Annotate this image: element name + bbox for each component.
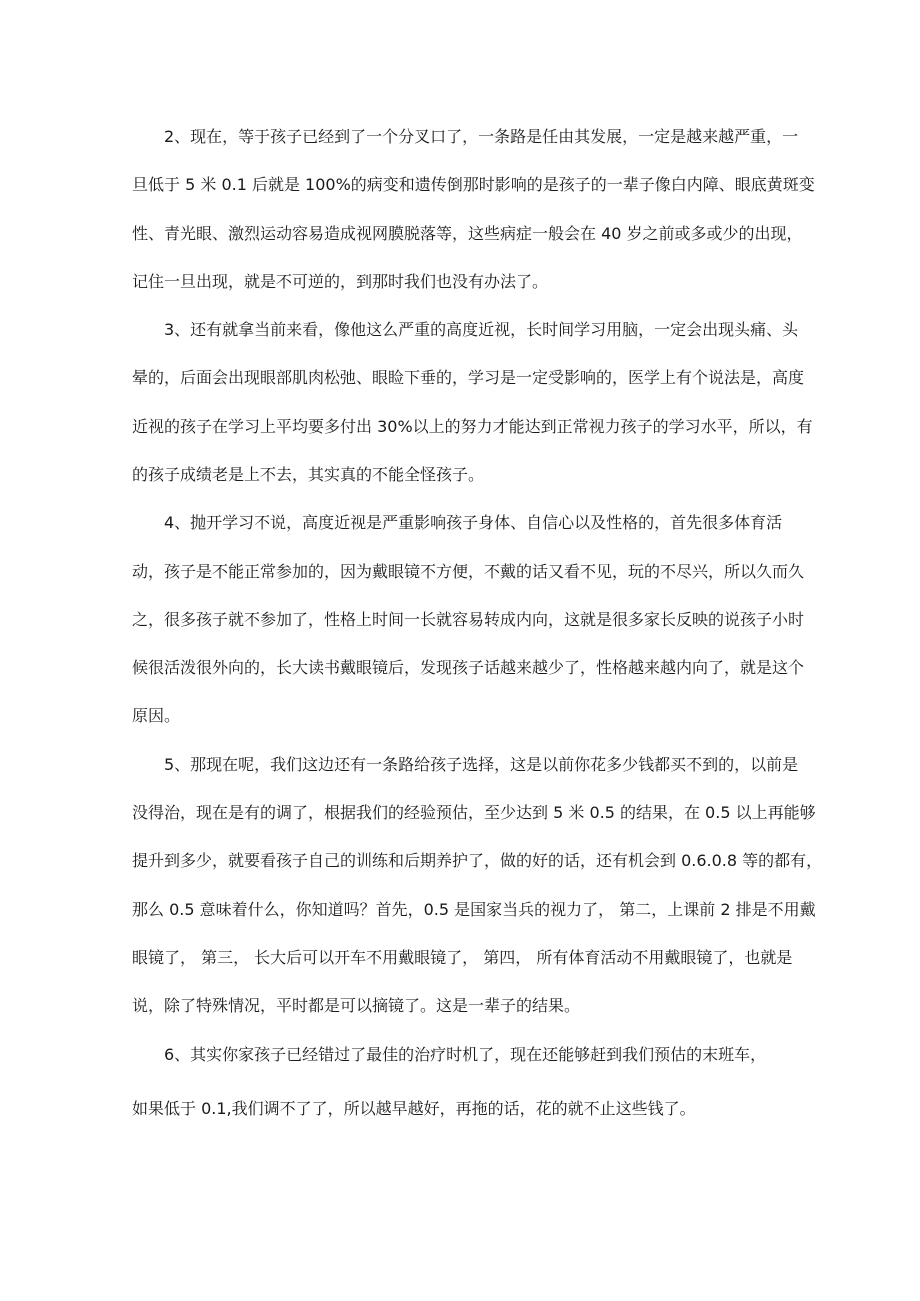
text-line: 那么 0.5 意味着什么，你知道吗？首先，0.5 是国家当兵的视力了， 第二，上课前 2 排是不用戴 <box>132 900 816 919</box>
text-line: 记住一旦出现，就是不可逆的，到那时我们也没有办法了。 <box>132 272 549 291</box>
text-line: 晕的，后面会出现眼部肌肉松弛、眼睑下垂的，学习是一定受影响的，医学上有个说法是，高度 <box>132 368 805 387</box>
text-line: 之，很多孩子就不参加了，性格上时间一长就容易转成内向，这就是很多家长反映的说孩子小时 <box>132 610 805 629</box>
text-line: 旦低于 5 米 0.1 后就是 100%的病变和遗传倒那时影响的是孩子的一辈子像白内障、眼底黄斑变 <box>132 175 815 194</box>
text-line: 3、还有就拿当前来看，像他这么严重的高度近视，长时间学习用脑，一定会出现头痛、头 <box>164 320 799 339</box>
text-line: 动，孩子是不能正常参加的，因为戴眼镜不方便，不戴的话又看不见，玩的不尽兴，所以久而久 <box>132 562 805 581</box>
text-line: 提升到多少，就要看孩子自己的训练和后期养护了，做的好的话，还有机会到 0.6.0.8 等的都有， <box>132 851 823 870</box>
text-line: 如果低于 0.1,我们调不了了，所以越早越好，再拖的话，花的就不止这些钱了。 <box>132 1099 696 1118</box>
text-line: 4、抛开学习不说，高度近视是严重影响孩子身体、自信心以及性格的，首先很多体育活 <box>164 513 783 532</box>
text-line: 性、青光眼、激烈运动容易造成视网膜脱落等，这些病症一般会在 40 岁之前或多或少的出现， <box>132 224 803 243</box>
text-line: 眼镜了， 第三， 长大后可以开车不用戴眼镜了， 第四， 所有体育活动不用戴眼镜了，也就是 <box>132 948 793 967</box>
text-line: 6、其实你家孩子已经错过了最佳的治疗时机了，现在还能够赶到我们预估的末班车， <box>164 1045 767 1064</box>
text-line: 2、现在，等于孩子已经到了一个分叉口了，一条路是任由其发展，一定是越来越严重，一 <box>164 127 799 146</box>
text-line: 原因。 <box>132 706 181 725</box>
text-line: 说，除了特殊情况，平时都是可以摘镜了。这是一辈子的结果。 <box>132 996 581 1015</box>
text-line: 候很活泼很外向的，长大读书戴眼镜后，发现孩子话越来越少了，性格越来越内向了，就是这个 <box>132 658 805 677</box>
text-line: 的孩子成绩老是上不去，其实真的不能全怪孩子。 <box>132 465 485 484</box>
text-line: 近视的孩子在学习上平均要多付出 30%以上的努力才能达到正常视力孩子的学习水平，所以，有 <box>132 417 813 436</box>
text-line: 5、那现在呢，我们这边还有一条路给孩子选择，这是以前你花多少钱都买不到的，以前是 <box>164 755 799 774</box>
text-line: 没得治，现在是有的调了，根据我们的经验预估，至少达到 5 米 0.5 的结果，在 0.5 以上再能够 <box>132 803 816 822</box>
